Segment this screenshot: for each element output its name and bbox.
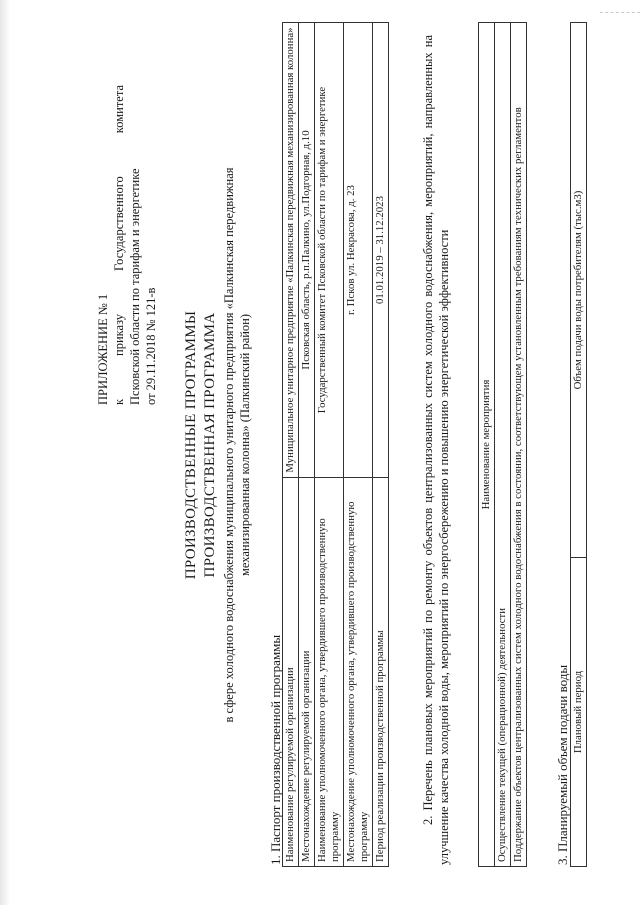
table-header-row (479, 23, 495, 867)
measure-cell: Осуществление текущей (операционной) деятельности (495, 23, 511, 867)
table-row (315, 23, 344, 867)
appendix-block (95, 85, 159, 405)
document-subtitle: ПРОИЗВОДСТВЕННАЯ ПРОГРАММА (202, 312, 218, 578)
passport-value: Муниципальное унитарное предприятие «Палкинская передвижная механизированная колонна» (283, 23, 299, 478)
section1-heading: 1. Паспорт производственной программы (268, 634, 283, 865)
passport-label: Местонахождение регулируемой организации (299, 478, 315, 867)
volume-table (570, 22, 587, 867)
table-row (373, 23, 389, 867)
table-row (283, 23, 299, 867)
appendix-order-line: к приказу Государственного комитета (112, 85, 126, 405)
passport-value: г. Псков ул. Некрасова, д. 23 (344, 23, 373, 478)
column-header: Плановый период (571, 558, 587, 867)
section2-paragraph: 2. Перечень плановых мероприятий по ремонту объектов централизованных систем холодного водоснабжения, мероприятий, направленных на улучшение качества холодной воды, мероприятий по энергосбережению и повышению энергетической эффективности (421, 35, 451, 865)
measures-table (478, 22, 527, 867)
section2-text (420, 35, 452, 865)
column-header: Объем подачи воды потребителям (тыс.м3) (571, 23, 587, 558)
column-header: Наименование мероприятия (479, 23, 495, 867)
appendix-authority: Псковской области по тарифам и энергетике (128, 168, 142, 405)
passport-label: Местонахождение уполномоченного органа, утвердившего производственную программу (344, 478, 373, 867)
passport-value: Псковская область, р.п.Палкино, ул.Подгорная, д.10 (299, 23, 315, 478)
passport-label: Наименование уполномоченного органа, утвердившего производственную программу (315, 478, 344, 867)
document-title: ПРОИЗВОДСТВЕННЫЕ ПРОГРАММЫ (183, 310, 199, 580)
section3-heading: 3. Планируемый объем подачи воды (555, 664, 570, 865)
passport-label: Период реализации производственной программы (373, 478, 389, 867)
appendix-title: ПРИЛОЖЕНИЕ № 1 (96, 293, 110, 405)
table-row (495, 23, 511, 867)
table-row (511, 23, 527, 867)
table-header-row (571, 23, 587, 867)
program-description-line1: в сфере холодного водоснабжения муниципального унитарного предприятия «Палкинская передвижная (222, 167, 236, 723)
passport-value: Государственный комитет Псковской области по тарифам и энергетике (315, 23, 344, 478)
scan-artifact (600, 0, 640, 13)
passport-table (282, 22, 389, 867)
table-row (299, 23, 315, 867)
passport-value: 01.01.2019 – 31.12.2023 (373, 23, 389, 478)
table-row (344, 23, 373, 867)
program-description-line2: механизированная колонна» (Палкинский район) (238, 313, 252, 577)
passport-label: Наименование регулируемой организации (283, 478, 299, 867)
appendix-date: от 29.11.2018 № 121-в (144, 287, 158, 405)
scan-edge (0, 0, 10, 905)
measure-cell: Поддержание объектов централизованных систем холодного водоснабжения в состоянии, соответствующем установленным требованиям технических регламентов (511, 23, 527, 867)
